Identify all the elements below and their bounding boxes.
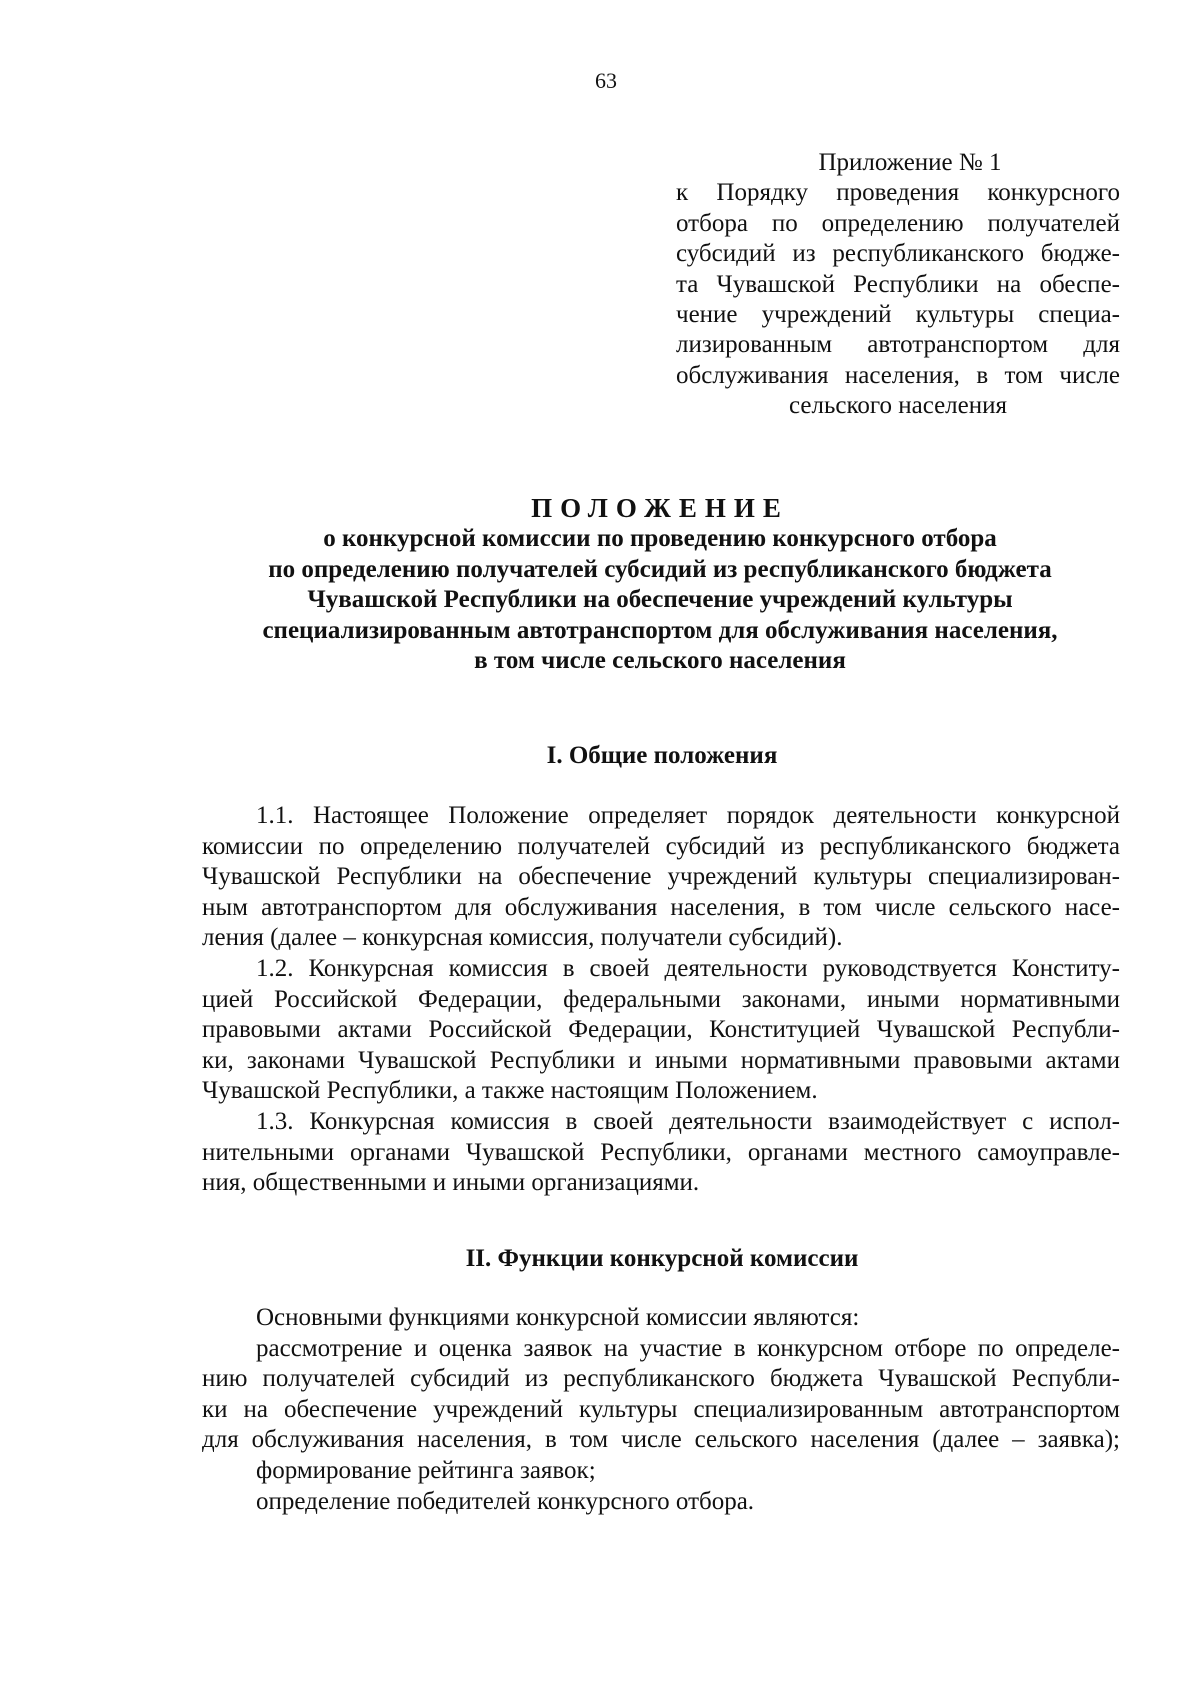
- appendix-line: обслуживания населения, в том числе: [676, 361, 1120, 389]
- paragraph-line: комиссии по определению получателей субсидий из республиканского бюджета: [202, 832, 1120, 860]
- subtitle-line: о конкурсной комиссии по проведению конкурсного отбора: [323, 525, 997, 552]
- document-title-block: [0, 493, 1200, 677]
- appendix-block: [676, 148, 1120, 422]
- appendix-line: лизированным автотранспортом для: [676, 331, 1120, 359]
- subtitle-line: Чувашской Республики на обеспечение учреждений культуры: [307, 586, 1013, 613]
- paragraph-line: для обслуживания населения, в том числе сельского населения (далее – заявка);: [202, 1426, 1120, 1454]
- appendix-line: отбора по определению получателей: [676, 209, 1120, 237]
- paragraph-line: нительными органами Чувашской Республики, органами местного самоуправле-: [202, 1138, 1120, 1166]
- paragraph-line: ления (далее – конкурсная комиссия, получатели субсидий).: [202, 924, 843, 952]
- paragraph-line: Чувашской Республики, а также настоящим Положением.: [202, 1077, 818, 1105]
- paragraph-line: 1.1. Настоящее Положение определяет порядок деятельности конкурсной: [256, 802, 1120, 829]
- subtitle-line: специализированным автотранспортом для обслуживания населения,: [262, 616, 1058, 644]
- document-title: ПОЛОЖЕНИЕ: [531, 493, 789, 523]
- paragraph-line: ния, общественными и иными организациями.: [202, 1169, 700, 1197]
- paragraph-line: ным автотранспортом для обслуживания населения, в том числе сельского насе-: [202, 893, 1120, 921]
- paragraph-line: рассмотрение и оценка заявок на участие в конкурсном отборе по определе-: [256, 1334, 1120, 1362]
- appendix-line: сельского населения: [788, 392, 1008, 420]
- appendix-line: субсидий из республиканского бюдже-: [676, 240, 1120, 268]
- paragraph-line: ки на обеспечение учреждений культуры специализированным автотранспортом: [202, 1395, 1120, 1423]
- document-subtitle: [0, 524, 1200, 677]
- appendix-line: чение учреждений культуры специа-: [676, 301, 1120, 329]
- section-1-body: [202, 801, 1120, 1199]
- paragraph-line: нию получателей субсидий из республиканского бюджета Чувашской Республи-: [202, 1365, 1120, 1393]
- paragraph-line: ки, законами Чувашской Республики и иными нормативными правовыми актами: [202, 1046, 1120, 1074]
- paragraph-line: цией Российской Федерации, федеральными законами, иными нормативными: [202, 985, 1120, 1013]
- section-1-heading: I. Общие положения: [546, 742, 778, 769]
- appendix-line: та Чувашской Республики на обеспе-: [676, 270, 1120, 298]
- subtitle-line: в том числе сельского населения: [474, 647, 846, 674]
- paragraph-line: формирование рейтинга заявок;: [256, 1456, 596, 1484]
- paragraph-line: 1.2. Конкурсная комиссия в своей деятельности руководствуется Конститу-: [256, 954, 1120, 982]
- page-number: 63: [595, 68, 617, 93]
- paragraph-line: определение победителей конкурсного отбора.: [256, 1487, 755, 1515]
- paragraph-line: правовыми актами Российской Федерации, Конституцией Чувашской Республи-: [202, 1016, 1120, 1044]
- paragraph-line: Чувашской Республики на обеспечение учреждений культуры специализирован-: [202, 863, 1120, 891]
- section-2-body: [202, 1303, 1120, 1517]
- section-2-heading: II. Функции конкурсной комиссии: [465, 1245, 859, 1272]
- appendix-title: Приложение № 1: [818, 149, 1002, 176]
- paragraph-line: 1.3. Конкурсная комиссия в своей деятельности взаимодействует с испол-: [256, 1107, 1120, 1135]
- paragraph-line: Основными функциями конкурсной комиссии являются:: [256, 1304, 860, 1331]
- subtitle-line: по определению получателей субсидий из республиканского бюджета: [268, 555, 1052, 583]
- appendix-line: к Порядку проведения конкурсного: [676, 179, 1120, 207]
